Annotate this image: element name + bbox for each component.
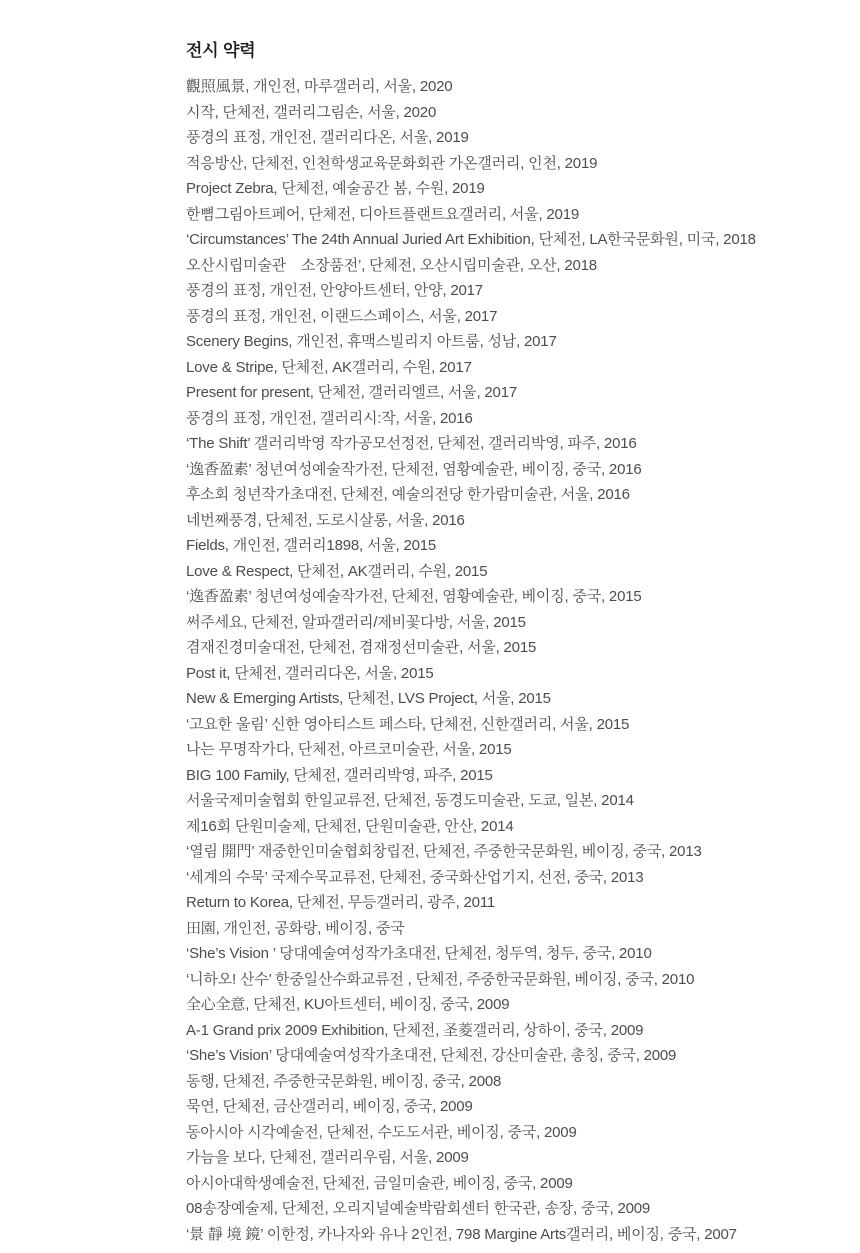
exhibition-entry: 한뼘그림아트페어, 단체전, 디아트플랜트요갤러리, 서울, 2019 <box>186 205 579 223</box>
exhibition-entry: 동아시아 시각예술전, 단체전, 수도도서관, 베이징, 중국, 2009 <box>186 1123 577 1141</box>
exhibition-entry: Present for present, 단체전, 갤러리엘르, 서울, 2017 <box>186 384 517 401</box>
exhibition-entry: 아시아대학생예술전, 단체전, 금일미술관, 베이징, 중국, 2009 <box>186 1174 573 1192</box>
exhibition-entry: 적응방산, 단체전, 인천학생교육문화회관 가온갤러리, 인천, 2019 <box>186 154 598 172</box>
exhibition-entry: 풍경의 표정, 개인전, 이랜드스페이스, 서울, 2017 <box>186 307 498 325</box>
exhibition-entry: 오산시립미술관 소장품전’, 단체전, 오산시립미술관, 오산, 2018 <box>186 256 597 274</box>
page-title: 전시 약력 <box>186 41 256 60</box>
exhibition-entry: ‘The Shift’ 갤러리박영 작가공모선정전, 단체전, 갤러리박영, 파주, 2016 <box>186 435 637 452</box>
exhibition-entry: ‘She’s Vision’ 당대예술여성작가초대전, 단체전, 강산미술관, 총칭, 중국, 2009 <box>186 1047 677 1064</box>
exhibition-entry: ‘逸香盈素’ 청년여성예술작가전, 단체전, 염황예술관, 베이징, 중국, 2016 <box>186 460 642 478</box>
exhibition-entry: A-1 Grand prix 2009 Exhibition, 단체전, 圣菱갤러리, 상하이, 중국, 2009 <box>186 1021 644 1039</box>
exhibition-entry: ‘Circumstances’ The 24th Annual Juried Art Exhibition, 단체전, LA한국문화원, 미국, 2018 <box>186 231 756 248</box>
exhibition-entry: ‘고요한 울림’ 신한 영아티스트 페스타, 단체전, 신한갤러리, 서울, 2015 <box>186 715 630 733</box>
exhibition-entry: Scenery Begins, 개인전, 휴맥스빌리지 아트룸, 성남, 2017 <box>186 333 557 350</box>
exhibition-entry: 써주세요, 단체전, 알파갤러리/제비꽃다방, 서울, 2015 <box>186 613 526 631</box>
exhibition-entry: ‘세계의 수묵’ 국제수묵교류전, 단체전, 중국화산업기지, 선전, 중국, 2013 <box>186 868 644 886</box>
exhibition-entry: 묵연, 단체전, 금산갤러리, 베이징, 중국, 2009 <box>186 1098 473 1115</box>
exhibition-entry: Love & Stripe, 단체전, AK갤러리, 수원, 2017 <box>186 358 472 376</box>
exhibition-entry: 나는 무명작가다, 단체전, 아르코미술관, 서울, 2015 <box>186 741 512 758</box>
exhibition-list <box>186 74 850 1247</box>
exhibition-entry: ‘She’s Vision ’ 당대예술여성작가초대전, 단체전, 청두역, 청두, 중국, 2010 <box>186 945 652 962</box>
exhibition-entry: ‘니하오! 산수’ 한중일산수화교류전 , 단체전, 주중한국문화원, 베이징, 중국, 2010 <box>186 970 695 988</box>
exhibition-entry: Post it, 단체전, 갤러리다온, 서울, 2015 <box>186 664 434 682</box>
exhibition-entry: Love & Respect, 단체전, AK갤러리, 수원, 2015 <box>186 562 488 580</box>
exhibition-entry: BIG 100 Family, 단체전, 갤러리박영, 파주, 2015 <box>186 766 493 784</box>
exhibition-entry: Project Zebra, 단체전, 예술공간 봄, 수원, 2019 <box>186 180 485 197</box>
exhibition-entry: 동행, 단체전, 주중한국문화원, 베이징, 중국, 2008 <box>186 1072 502 1090</box>
exhibition-entry: 네번째풍경, 단체전, 도로시살롱, 서울, 2016 <box>186 511 465 529</box>
exhibition-entry: Fields, 개인전, 갤러리1898, 서울, 2015 <box>186 537 437 554</box>
exhibition-entry: 풍경의 표정, 개인전, 안양아트센터, 안양, 2017 <box>186 282 483 299</box>
exhibition-entry: ‘逸香盈素’ 청년여성예술작가전, 단체전, 염황예술관, 베이징, 중국, 2015 <box>186 588 642 605</box>
exhibition-entry: 서울국제미술협회 한일교류전, 단체전, 동경도미술관, 도쿄, 일본, 2014 <box>186 792 634 809</box>
exhibition-entry: New & Emerging Artists, 단체전, LVS Project, 서울, 2015 <box>186 690 551 707</box>
exhibition-entry: ‘열림 開門’ 재중한인미술협회창립전, 단체전, 주중한국문화원, 베이징, 중국, 2013 <box>186 843 702 860</box>
exhibition-entry: 풍경의 표정, 개인전, 갤러리다온, 서울, 2019 <box>186 129 469 146</box>
exhibition-entry: 全心全意, 단체전, KU아트센터, 베이징, 중국, 2009 <box>186 996 510 1013</box>
exhibition-entry: 觀照風景, 개인전, 마루갤러리, 서울, 2020 <box>186 78 453 95</box>
exhibition-entry: 풍경의 표정, 개인전, 갤러리시:작, 서울, 2016 <box>186 409 473 427</box>
exhibition-entry: 후소회 청년작가초대전, 단체전, 예술의전당 한가람미술관, 서울, 2016 <box>186 486 630 503</box>
exhibition-entry: Return to Korea, 단체전, 무등갤러리, 광주, 2011 <box>186 894 495 911</box>
exhibition-entry: 田園, 개인전, 공화랑, 베이징, 중국 <box>186 919 405 937</box>
exhibition-entry: 08송장예술제, 단체전, 오리지널예술박람회센터 한국관, 송장, 중국, 2009 <box>186 1200 651 1217</box>
exhibition-entry: 가늠을 보다, 단체전, 갤러리우림, 서울, 2009 <box>186 1149 469 1166</box>
exhibition-entry: 시작, 단체전, 갤러리그림손, 서울, 2020 <box>186 103 437 121</box>
exhibition-entry: 제16회 단원미술제, 단체전, 단원미술관, 안산, 2014 <box>186 817 514 835</box>
exhibition-entry: 겸재진경미술대전, 단체전, 겸재정선미술관, 서울, 2015 <box>186 639 537 656</box>
exhibition-entry: ‘景 靜 境 鏡’ 이한정, 카나자와 유나 2인전, 798 Margine Arts갤러리, 베이징, 중국, 2007 <box>186 1225 737 1243</box>
